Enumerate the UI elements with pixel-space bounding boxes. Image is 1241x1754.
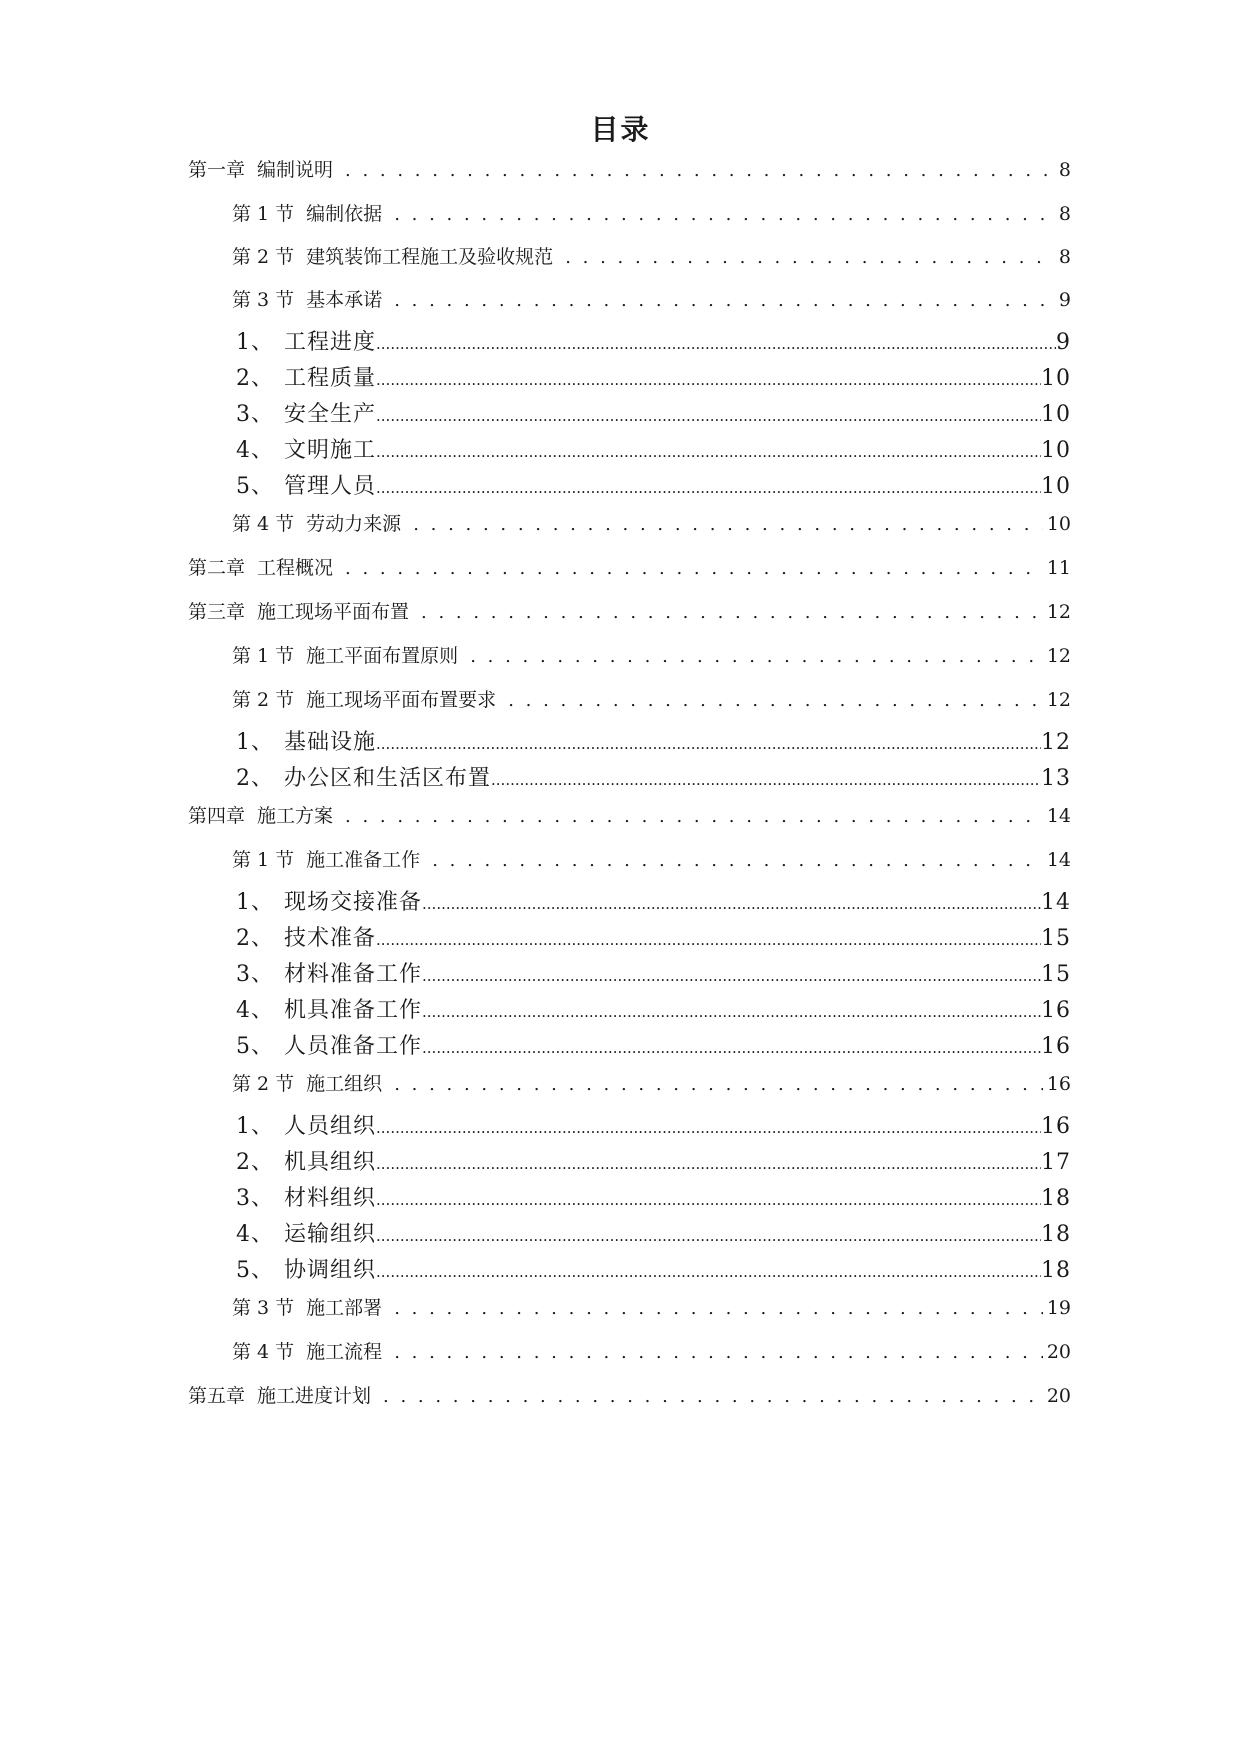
toc-entry-title: 基本承诺 [306, 289, 383, 311]
toc-entry-title: 人员组织 [284, 1114, 377, 1139]
toc-entry-title: 施工流程 [306, 1341, 383, 1363]
toc-entry-title: 协调组织 [284, 1258, 377, 1283]
toc-leader-dots [376, 1186, 1041, 1211]
toc-entry-page: 20 [1046, 1341, 1071, 1363]
toc-entry[interactable] [236, 1029, 1071, 1060]
toc-entry[interactable] [188, 1381, 1071, 1408]
toc-entry[interactable] [232, 641, 1071, 668]
toc-entry-title: 建筑装饰工程施工及验收规范 [306, 246, 554, 268]
toc-entry-title: 施工准备工作 [306, 849, 421, 871]
toc-entry[interactable] [236, 1217, 1071, 1248]
toc-leader-dots [413, 601, 1043, 623]
toc-entry-page: 9 [1058, 289, 1071, 311]
toc-entry[interactable] [232, 1069, 1071, 1096]
toc-leader-dots [386, 289, 1055, 311]
toc-entry-page: 15 [1041, 926, 1071, 951]
toc-entry-title: 编制说明 [257, 159, 334, 181]
toc-entry-page: 16 [1041, 998, 1071, 1023]
toc-leader-dots [386, 203, 1055, 225]
toc-entry-title: 施工部署 [306, 1297, 383, 1319]
toc-entry-page: 19 [1046, 1297, 1071, 1319]
toc-leader-dots [422, 962, 1041, 987]
toc-entry-title: 材料组织 [284, 1186, 377, 1211]
toc-entry[interactable] [232, 1337, 1071, 1364]
toc-entry-number: 第四章 [188, 805, 246, 827]
toc-entry[interactable] [236, 1109, 1071, 1140]
toc-entry[interactable] [236, 993, 1071, 1024]
toc-entry-page: 10 [1041, 366, 1071, 391]
toc-entry-number: 第 2 节 [232, 1073, 295, 1095]
toc-leader-dots [337, 805, 1043, 827]
toc-entry-page: 17 [1041, 1150, 1071, 1175]
toc-entry-title: 基础设施 [284, 730, 377, 755]
toc-entry-number: 第二章 [188, 557, 246, 579]
toc-entry-page: 14 [1046, 805, 1071, 827]
toc-entry-number: 第 3 节 [232, 1297, 295, 1319]
toc-entry-number: 3、 [236, 962, 274, 987]
toc-entry[interactable] [232, 685, 1071, 712]
toc-entry[interactable] [236, 921, 1071, 952]
toc-entry-title: 人员准备工作 [284, 1034, 423, 1059]
toc-entry[interactable] [236, 361, 1071, 392]
toc-leader-dots [500, 689, 1043, 711]
toc-entry-title: 工程概况 [257, 557, 334, 579]
toc-leader-dots [557, 246, 1055, 268]
toc-entry-number: 1、 [236, 730, 274, 755]
toc-entry-title: 现场交接准备 [284, 890, 423, 915]
toc-entry[interactable] [232, 285, 1071, 312]
toc-entry-title: 编制依据 [306, 203, 383, 225]
toc-entry-page: 10 [1041, 474, 1071, 499]
toc-leader-dots [386, 1341, 1043, 1363]
toc-entry-title: 文明施工 [284, 438, 377, 463]
toc-leader-dots [376, 330, 1056, 355]
toc-leader-dots [376, 1258, 1041, 1283]
toc-entry-page: 14 [1046, 849, 1071, 871]
toc-entry-number: 第 3 节 [232, 289, 295, 311]
toc-entry-title: 施工组织 [306, 1073, 383, 1095]
toc-entry-title: 施工现场平面布置 [257, 601, 410, 623]
toc-entry[interactable] [232, 509, 1071, 536]
toc-entry-title: 管理人员 [284, 474, 377, 499]
toc-leader-dots [405, 513, 1043, 535]
toc-entry[interactable] [232, 845, 1071, 872]
toc-entry-page: 16 [1041, 1114, 1071, 1139]
toc-entry-number: 4、 [236, 438, 274, 463]
toc-entry-page: 18 [1041, 1258, 1071, 1283]
toc-entry[interactable] [188, 597, 1071, 624]
toc-entry-page: 16 [1041, 1034, 1071, 1059]
toc-entry[interactable] [236, 1181, 1071, 1212]
toc-leader-dots [376, 402, 1041, 427]
toc-entry-number: 3、 [236, 402, 274, 427]
toc-leader-dots [376, 1114, 1041, 1139]
toc-entry-page: 18 [1041, 1222, 1071, 1247]
toc-entry-number: 1、 [236, 890, 274, 915]
toc-leader-dots [424, 849, 1043, 871]
toc-leader-dots [422, 998, 1041, 1023]
toc-entry-number: 第 2 节 [232, 689, 295, 711]
toc-entry-title: 工程质量 [284, 366, 377, 391]
toc-entry-number: 第 2 节 [232, 246, 295, 268]
toc-leader-dots [376, 730, 1041, 755]
toc-leader-dots [376, 366, 1041, 391]
toc-entry[interactable] [236, 957, 1071, 988]
toc-entry[interactable] [188, 553, 1071, 580]
toc-entry-title: 机具组织 [284, 1150, 377, 1175]
toc-entry-number: 5、 [236, 474, 274, 499]
toc-entry-page: 12 [1046, 645, 1071, 667]
toc-entry-number: 第三章 [188, 601, 246, 623]
toc-entry[interactable] [236, 1145, 1071, 1176]
toc-entry-page: 12 [1046, 689, 1071, 711]
toc-entry-title: 技术准备 [284, 926, 377, 951]
toc-entry-page: 12 [1041, 730, 1071, 755]
toc-entry-number: 3、 [236, 1186, 274, 1211]
toc-leader-dots [376, 1222, 1041, 1247]
toc-entry-number: 1、 [236, 1114, 274, 1139]
toc-entry[interactable] [188, 155, 1071, 182]
toc-entry[interactable] [236, 325, 1071, 356]
toc-entry[interactable] [236, 397, 1071, 428]
toc-entry-number: 4、 [236, 998, 274, 1023]
toc-entry-title: 施工平面布置原则 [306, 645, 459, 667]
toc-entry-number: 5、 [236, 1034, 274, 1059]
toc-entry-title: 工程进度 [284, 330, 377, 355]
toc-leader-dots [386, 1073, 1043, 1095]
toc-entry-number: 第 4 节 [232, 513, 295, 535]
toc-entry-number: 2、 [236, 766, 274, 791]
toc-leader-dots [376, 438, 1041, 463]
toc-entry[interactable] [236, 761, 1071, 792]
toc-entry-page: 13 [1041, 766, 1071, 791]
toc-leader-dots [491, 766, 1041, 791]
toc-leader-dots [375, 1385, 1043, 1407]
toc-entry-title: 材料准备工作 [284, 962, 423, 987]
toc-leader-dots [462, 645, 1043, 667]
toc-entry-number: 第 1 节 [232, 645, 295, 667]
toc-leader-dots [337, 159, 1055, 181]
toc-leader-dots [376, 1150, 1041, 1175]
toc-entry-page: 8 [1058, 203, 1071, 225]
toc-leader-dots [376, 926, 1041, 951]
toc-entry-title: 办公区和生活区布置 [284, 766, 492, 791]
toc-entry[interactable] [236, 885, 1071, 916]
toc-entry-number: 2、 [236, 926, 274, 951]
toc-entry-title: 安全生产 [284, 402, 377, 427]
toc-entry-page: 12 [1046, 601, 1071, 623]
toc-entry-title: 施工现场平面布置要求 [306, 689, 497, 711]
toc-entry[interactable] [236, 1253, 1071, 1284]
toc-entry-title: 施工进度计划 [257, 1385, 372, 1407]
toc-leader-dots [376, 474, 1041, 499]
toc-entry-number: 2、 [236, 366, 274, 391]
toc-entry-page: 14 [1041, 890, 1071, 915]
toc-entry-number: 第 4 节 [232, 1341, 295, 1363]
toc-entry-page: 20 [1046, 1385, 1071, 1407]
toc-entry-page: 10 [1041, 438, 1071, 463]
toc-entry-number: 第五章 [188, 1385, 246, 1407]
toc-entry-title: 机具准备工作 [284, 998, 423, 1023]
toc-entry-page: 10 [1046, 513, 1071, 535]
toc-entry-page: 8 [1058, 246, 1071, 268]
toc-entry-page: 16 [1046, 1073, 1071, 1095]
page-title: 目录 [590, 113, 651, 146]
toc-leader-dots [422, 1034, 1041, 1059]
toc-entry-page: 8 [1058, 159, 1071, 181]
toc-entry-page: 9 [1056, 330, 1071, 355]
toc-entry-title: 运输组织 [284, 1222, 377, 1247]
toc-entry-number: 第 1 节 [232, 203, 295, 225]
toc-entry-title: 劳动力来源 [306, 513, 402, 535]
toc-leader-dots [337, 557, 1043, 579]
toc-entry-page: 15 [1041, 962, 1071, 987]
toc-entry-page: 10 [1041, 402, 1071, 427]
toc-entry-number: 5、 [236, 1258, 274, 1283]
toc-entry[interactable] [236, 433, 1071, 464]
toc-entry[interactable] [188, 801, 1071, 828]
toc-entry-number: 4、 [236, 1222, 274, 1247]
toc-entry[interactable] [232, 199, 1071, 226]
toc-entry-number: 第 1 节 [232, 849, 295, 871]
toc-entry[interactable] [232, 1293, 1071, 1320]
toc-entry-number: 2、 [236, 1150, 274, 1175]
toc-leader-dots [422, 890, 1041, 915]
toc-entry[interactable] [236, 725, 1071, 756]
toc-entry[interactable] [232, 242, 1071, 269]
toc-entry[interactable] [236, 469, 1071, 500]
toc-entry-page: 18 [1041, 1186, 1071, 1211]
toc-entry-page: 11 [1046, 557, 1071, 579]
toc-entry-title: 施工方案 [257, 805, 334, 827]
toc-entry-number: 1、 [236, 330, 274, 355]
toc-leader-dots [386, 1297, 1043, 1319]
toc-entry-number: 第一章 [188, 159, 246, 181]
